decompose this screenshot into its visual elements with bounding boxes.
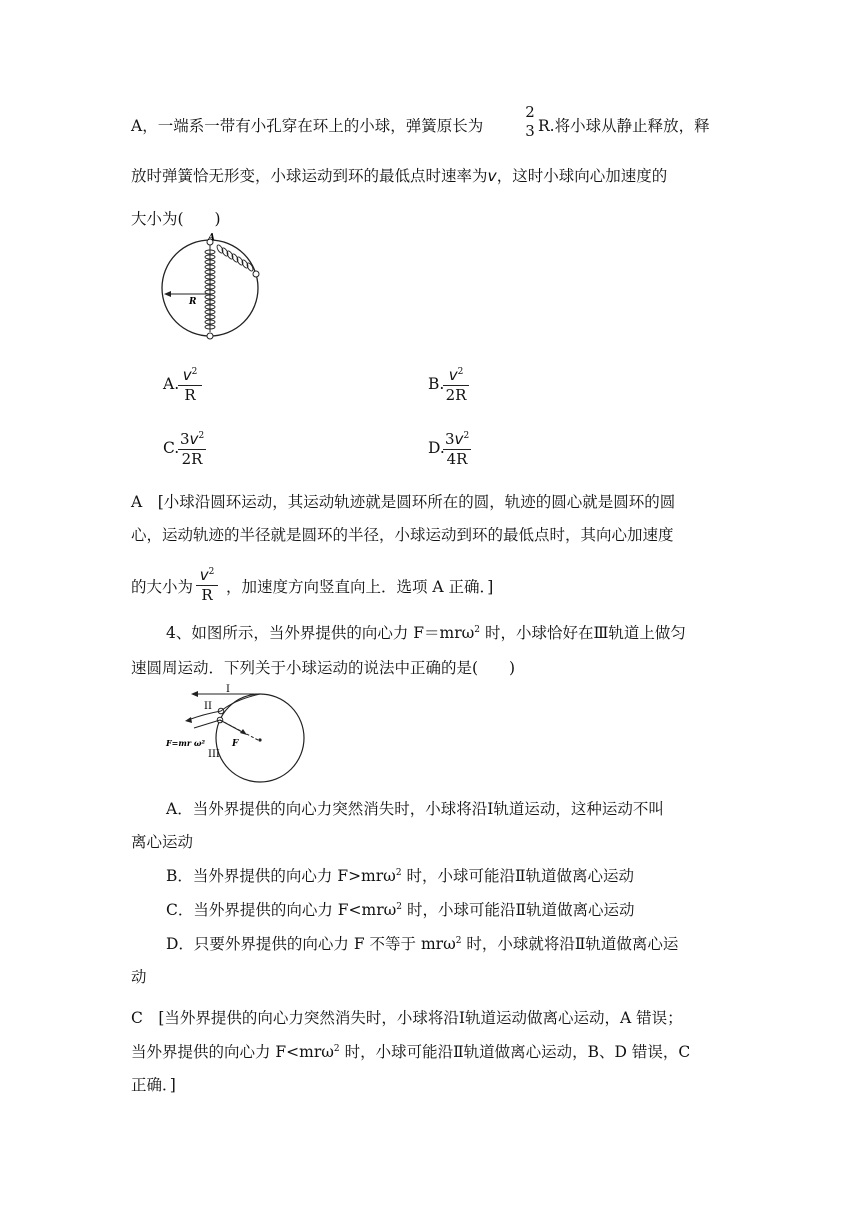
label-r: R (189, 297, 197, 307)
option-c-prefix: C. (163, 439, 180, 457)
label-i: I (226, 684, 230, 695)
q3-answer-line-1: A [小球沿圆环运动，其运动轨迹就是圆环所在的圆，轨迹的圆心就是圆环的圆 (131, 493, 676, 511)
q4-option-d-line-2: 动 (131, 968, 147, 986)
q3-stem-text: A，一端系一带有小孔穿在环上的小球，弹簧原长为 (131, 117, 484, 135)
q4-stem-line-2: 速圆周运动．下列关于小球运动的说法中正确的是( ) (131, 659, 516, 677)
q3-answer-line-2: 心，运动轨迹的半径就是圆环的半径，小球运动到环的最低点时，其向心加速度 (131, 526, 674, 544)
option-d-prefix: D. (428, 439, 445, 457)
q3-answer-fraction: $\frac{v^2}{R}$ (196, 563, 218, 605)
option-d-fraction: $\frac{3v^2}{4R}$ (443, 427, 471, 469)
q4-option-d-line-1: D．只要外界提供的向心力 F 不等于 mrω$^2$ 时，小球就将沿Ⅱ轨道做离心运 (166, 935, 679, 953)
q3-stem-line-1b: R.将小球从静止释放，释 (538, 117, 710, 135)
q4-option-a-line-1: A．当外界提供的向心力突然消失时，小球将沿Ⅰ轨道运动，这种运动不叫 (166, 800, 664, 818)
q4-option-b: B．当外界提供的向心力 F>mrω$^2$ 时，小球可能沿Ⅱ轨道做离心运动 (166, 867, 635, 885)
label-a: A (208, 233, 215, 243)
label-formula: F=mr ω² (166, 738, 205, 748)
diagonal-spring (216, 244, 254, 272)
fraction-numerator: 2 (525, 103, 535, 121)
q4-option-c: C．当外界提供的向心力 F<mrω$^2$ 时，小球可能沿Ⅱ轨道做离心运动 (166, 901, 635, 919)
label-ii: II (204, 701, 212, 712)
q4-answer-line-3: 正确．] (131, 1076, 176, 1094)
orbit-ii-tangent (188, 711, 221, 720)
option-a-fraction: $\frac{v^2}{R}$ (178, 363, 202, 405)
orbit-i-arrow (191, 691, 198, 697)
orbit-ii-arrow (185, 717, 192, 723)
radius-arrow-head (164, 291, 171, 297)
q4-answer-line-2: 当外界提供的向心力 F<mrω$^2$ 时，小球可能沿Ⅱ轨道做离心运动，B、D 错误，C (131, 1043, 691, 1061)
q3-stem-text: 放时弹簧恰无形变，小球运动到环的最低点时速率为 (131, 167, 488, 185)
q3-stem-line-3: 大小为( ) (131, 210, 221, 228)
option-a-prefix: A. (163, 375, 180, 393)
label-f: F (232, 739, 239, 749)
center-point (258, 738, 261, 741)
q4-stem-line-1: 4、如图所示，当外界提供的向心力 F＝mrω$^2$ 时，小球恰好在Ⅲ轨道上做匀 (166, 624, 686, 642)
force-arrow-line (220, 720, 244, 733)
q3-answer-line-3a: 的大小为 (131, 578, 194, 596)
variable-v: v (487, 167, 497, 185)
q3-answer-line-3b: ，加速度方向竖直向上．选项 A 正确．] (226, 578, 494, 596)
q3-stem-line-1 (131, 114, 483, 136)
q4-option-a-line-2: 离心运动 (131, 833, 194, 851)
q3-stem-text: ，这时小球向心加速度的 (496, 167, 668, 185)
orbit-figure (164, 684, 314, 786)
orbit-iii-circle (216, 694, 304, 782)
q4-answer-line-1: C [当外界提供的向心力突然消失时，小球将沿Ⅰ轨道运动做离心运动，A 错误； (131, 1009, 683, 1027)
fraction-denominator: 3 (525, 122, 535, 140)
q3-stem-line-2 (131, 164, 667, 186)
ball-side (253, 271, 259, 277)
option-c-fraction: $\frac{3v^2}{2R}$ (178, 427, 206, 469)
force-arrow-head (240, 729, 247, 735)
label-iii: III (208, 749, 220, 760)
option-b-prefix: B. (428, 375, 445, 393)
option-b-fraction: $\frac{v^2}{2R}$ (443, 363, 469, 405)
ring-spring-figure (158, 232, 268, 348)
q3-fraction-two-thirds (523, 103, 537, 141)
orbit-iii-tangent (194, 720, 220, 728)
ball-bottom (207, 333, 213, 339)
